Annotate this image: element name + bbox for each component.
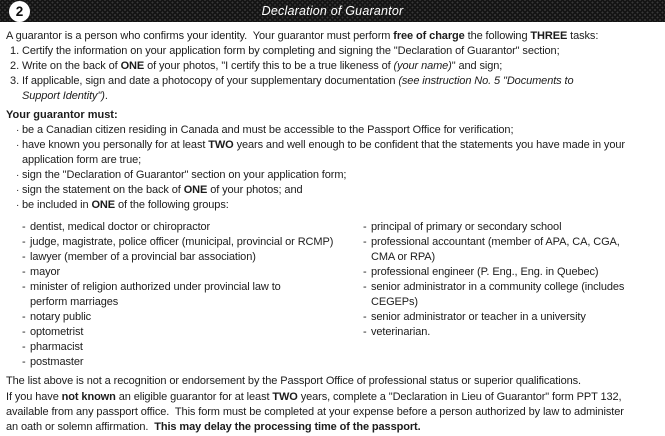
text-run: perform marriages (30, 296, 119, 308)
text-line (30, 250, 363, 265)
list-marker: · (16, 200, 20, 211)
text-line (371, 235, 659, 250)
list-marker: 1. (10, 45, 20, 57)
list-marker: · (16, 125, 20, 136)
list-marker: - (22, 356, 26, 368)
text-line (30, 265, 363, 280)
section-number-badge: 2 (9, 1, 30, 22)
text-line (30, 310, 363, 325)
list-item-text (30, 355, 363, 370)
text-line (22, 168, 659, 183)
list-item-text (22, 138, 659, 168)
list-marker: - (363, 326, 367, 338)
list-marker: - (363, 311, 367, 323)
footer-paragraph-1 (6, 374, 659, 389)
text-run: Support Identity") (22, 90, 105, 102)
text-run: minister of religion authorized under provincial law to (30, 281, 281, 293)
text-run: ONE (120, 60, 145, 72)
text-run: not known (61, 391, 116, 403)
text-run: of your photos, "I certify this to be a true likeness of (144, 60, 394, 72)
text-line (22, 183, 659, 198)
list-marker: · (16, 170, 20, 181)
must-item (16, 198, 659, 213)
text-run: judge, magistrate, police officer (municipal, provincial or RCMP) (30, 236, 334, 248)
text-run: TWO (272, 391, 298, 403)
list-marker: 2. (10, 60, 20, 72)
text-line (30, 280, 363, 295)
text-line (371, 310, 659, 325)
text-line (22, 44, 659, 59)
text-line (22, 138, 659, 153)
list-marker: - (363, 281, 367, 293)
text-run: CEGEPs) (371, 296, 418, 308)
text-run: (your name) (393, 60, 452, 72)
text-run: years and well enough to be confident that the statements you have made in your (233, 139, 625, 151)
text-line (371, 265, 659, 280)
group-item (22, 325, 363, 340)
list-marker: - (363, 236, 367, 248)
section-header-bar (0, 0, 665, 22)
text-run: (see instruction No. 5 "Documents to (398, 75, 574, 87)
list-item-text (371, 310, 659, 325)
text-line (30, 325, 363, 340)
text-run: free of charge (393, 30, 465, 42)
text-line (22, 153, 659, 168)
text-run: professional accountant (member of APA, CA, CGA, (371, 236, 620, 248)
guarantor-must-heading: Your guarantor must: (6, 109, 118, 121)
text-run: optometrist (30, 326, 84, 338)
text-line (22, 89, 659, 104)
list-marker: - (22, 236, 26, 248)
group-col-left (22, 220, 363, 370)
group-item (22, 235, 363, 250)
must-item (16, 138, 659, 168)
text-run: of the following groups: (115, 199, 229, 211)
group-item (22, 280, 363, 310)
text-run: ONE (183, 184, 208, 196)
text-line (30, 340, 363, 355)
text-line (6, 420, 659, 435)
text-run: If applicable, sign and date a photocopy of your supplementary documentation (22, 75, 399, 87)
text-run: the following (464, 30, 531, 42)
text-run: senior administrator in a community college (includes (371, 281, 625, 293)
text-run: dentist, medical doctor or chiropractor (30, 221, 211, 233)
group-item (22, 340, 363, 355)
text-run: years, complete a "Declaration in Lieu of Guarantor" form PPT 132, (297, 391, 622, 403)
text-line (22, 123, 659, 138)
group-item (22, 310, 363, 325)
list-marker: 3. (10, 75, 20, 87)
list-marker: · (16, 140, 20, 151)
text-run: postmaster (30, 356, 84, 368)
task-item (6, 74, 659, 104)
list-marker: - (22, 221, 26, 233)
text-run: an eligible guarantor for at least (115, 391, 273, 403)
text-line (6, 29, 659, 44)
text-line (30, 235, 363, 250)
text-run: be included in (22, 199, 92, 211)
list-item-text (30, 235, 363, 250)
must-item (16, 168, 659, 183)
group-item (22, 355, 363, 370)
text-line (6, 405, 659, 420)
list-item-text (30, 250, 363, 265)
list-marker: - (22, 341, 26, 353)
text-line (371, 295, 659, 310)
text-line (6, 374, 659, 389)
text-run: veterinarian. (371, 326, 431, 338)
list-item-text (371, 280, 659, 310)
list-marker: · (16, 185, 20, 196)
group-item (363, 235, 659, 265)
list-item-text (371, 265, 659, 280)
text-line (371, 250, 659, 265)
text-run: THREE (530, 30, 568, 42)
list-marker: - (22, 326, 26, 338)
page-title: Declaration of Guarantor (261, 3, 404, 18)
list-item-text (22, 74, 659, 104)
list-marker: - (363, 221, 367, 233)
task-item (6, 44, 659, 59)
text-run: mayor (30, 266, 61, 278)
list-marker: - (22, 311, 26, 323)
text-line (30, 295, 363, 310)
group-item (363, 220, 659, 235)
list-item-text (22, 183, 659, 198)
text-line (371, 220, 659, 235)
intro-paragraph (6, 29, 659, 44)
text-line (371, 280, 659, 295)
text-line (30, 355, 363, 370)
list-marker: - (22, 266, 26, 278)
group-item (22, 250, 363, 265)
list-item-text (30, 265, 363, 280)
text-run: If you have (6, 391, 62, 403)
group-item (363, 280, 659, 310)
list-item-text (22, 168, 659, 183)
list-item-text (22, 59, 659, 74)
list-item-text (22, 198, 659, 213)
text-run: senior administrator or teacher in a university (371, 311, 586, 323)
text-run: tasks: (567, 30, 599, 42)
list-item-text (30, 280, 363, 310)
text-run: principal of primary or secondary school (371, 221, 562, 233)
group-item (22, 265, 363, 280)
text-run: CMA or RPA) (371, 251, 436, 263)
text-run: be a Canadian citizen residing in Canada and must be accessible to the Passport Office for verification; (22, 124, 514, 136)
footer-paragraph-2 (6, 390, 659, 435)
groups-columns (6, 220, 659, 370)
text-line (22, 74, 659, 89)
text-run: available from any passport office. This form must be completed at your expense before a person authorized by law to administer (6, 406, 624, 418)
group-item (22, 220, 363, 235)
list-item-text (371, 220, 659, 235)
text-run: Write on the back of (22, 60, 121, 72)
text-run: sign the "Declaration of Guarantor" section on your application form; (22, 169, 347, 181)
text-run: lawyer (member of a provincial bar association) (30, 251, 256, 263)
list-marker: - (22, 251, 26, 263)
text-run: TWO (208, 139, 234, 151)
text-run: have known you personally for at least (22, 139, 209, 151)
list-item-text (22, 123, 659, 138)
list-item-text (30, 325, 363, 340)
text-run: notary public (30, 311, 92, 323)
text-run: A guarantor is a person who confirms your identity. Your guarantor must perform (6, 30, 394, 42)
text-run: Certify the information on your application form by completing and signing the "Declaration of Guarantor" section; (22, 45, 560, 57)
text-run: The list above is not a recognition or endorsement by the Passport Office of professional status or superior qualifications. (6, 375, 581, 387)
must-item (16, 123, 659, 138)
text-run: professional engineer (P. Eng., Eng. in Quebec) (371, 266, 599, 278)
list-item-text (30, 310, 363, 325)
tasks-list (6, 44, 659, 104)
list-item-text (22, 44, 659, 59)
list-item-text (30, 340, 363, 355)
text-run: an oath or solemn affirmation. (6, 421, 155, 433)
text-run: of your photos; and (207, 184, 303, 196)
group-item (363, 265, 659, 280)
group-item (363, 325, 659, 340)
text-run: pharmacist (30, 341, 83, 353)
text-line (371, 325, 659, 340)
text-line (22, 59, 659, 74)
list-marker: - (22, 281, 26, 293)
must-item (16, 183, 659, 198)
must-list (6, 123, 659, 213)
group-col-right (363, 220, 659, 370)
list-marker: - (363, 266, 367, 278)
group-item (363, 310, 659, 325)
text-line (22, 198, 659, 213)
text-run: This may delay the processing time of the passport. (154, 421, 421, 433)
task-item (6, 59, 659, 74)
text-run: application form are true; (22, 154, 142, 166)
list-item-text (371, 325, 659, 340)
text-line (6, 390, 659, 405)
text-run: " and sign; (451, 60, 503, 72)
text-run: sign the statement on the back of (22, 184, 184, 196)
list-item-text (371, 235, 659, 265)
text-run: ONE (91, 199, 115, 211)
text-line (30, 220, 363, 235)
list-item-text (30, 220, 363, 235)
text-run: . (104, 90, 108, 102)
document-content (0, 29, 665, 435)
